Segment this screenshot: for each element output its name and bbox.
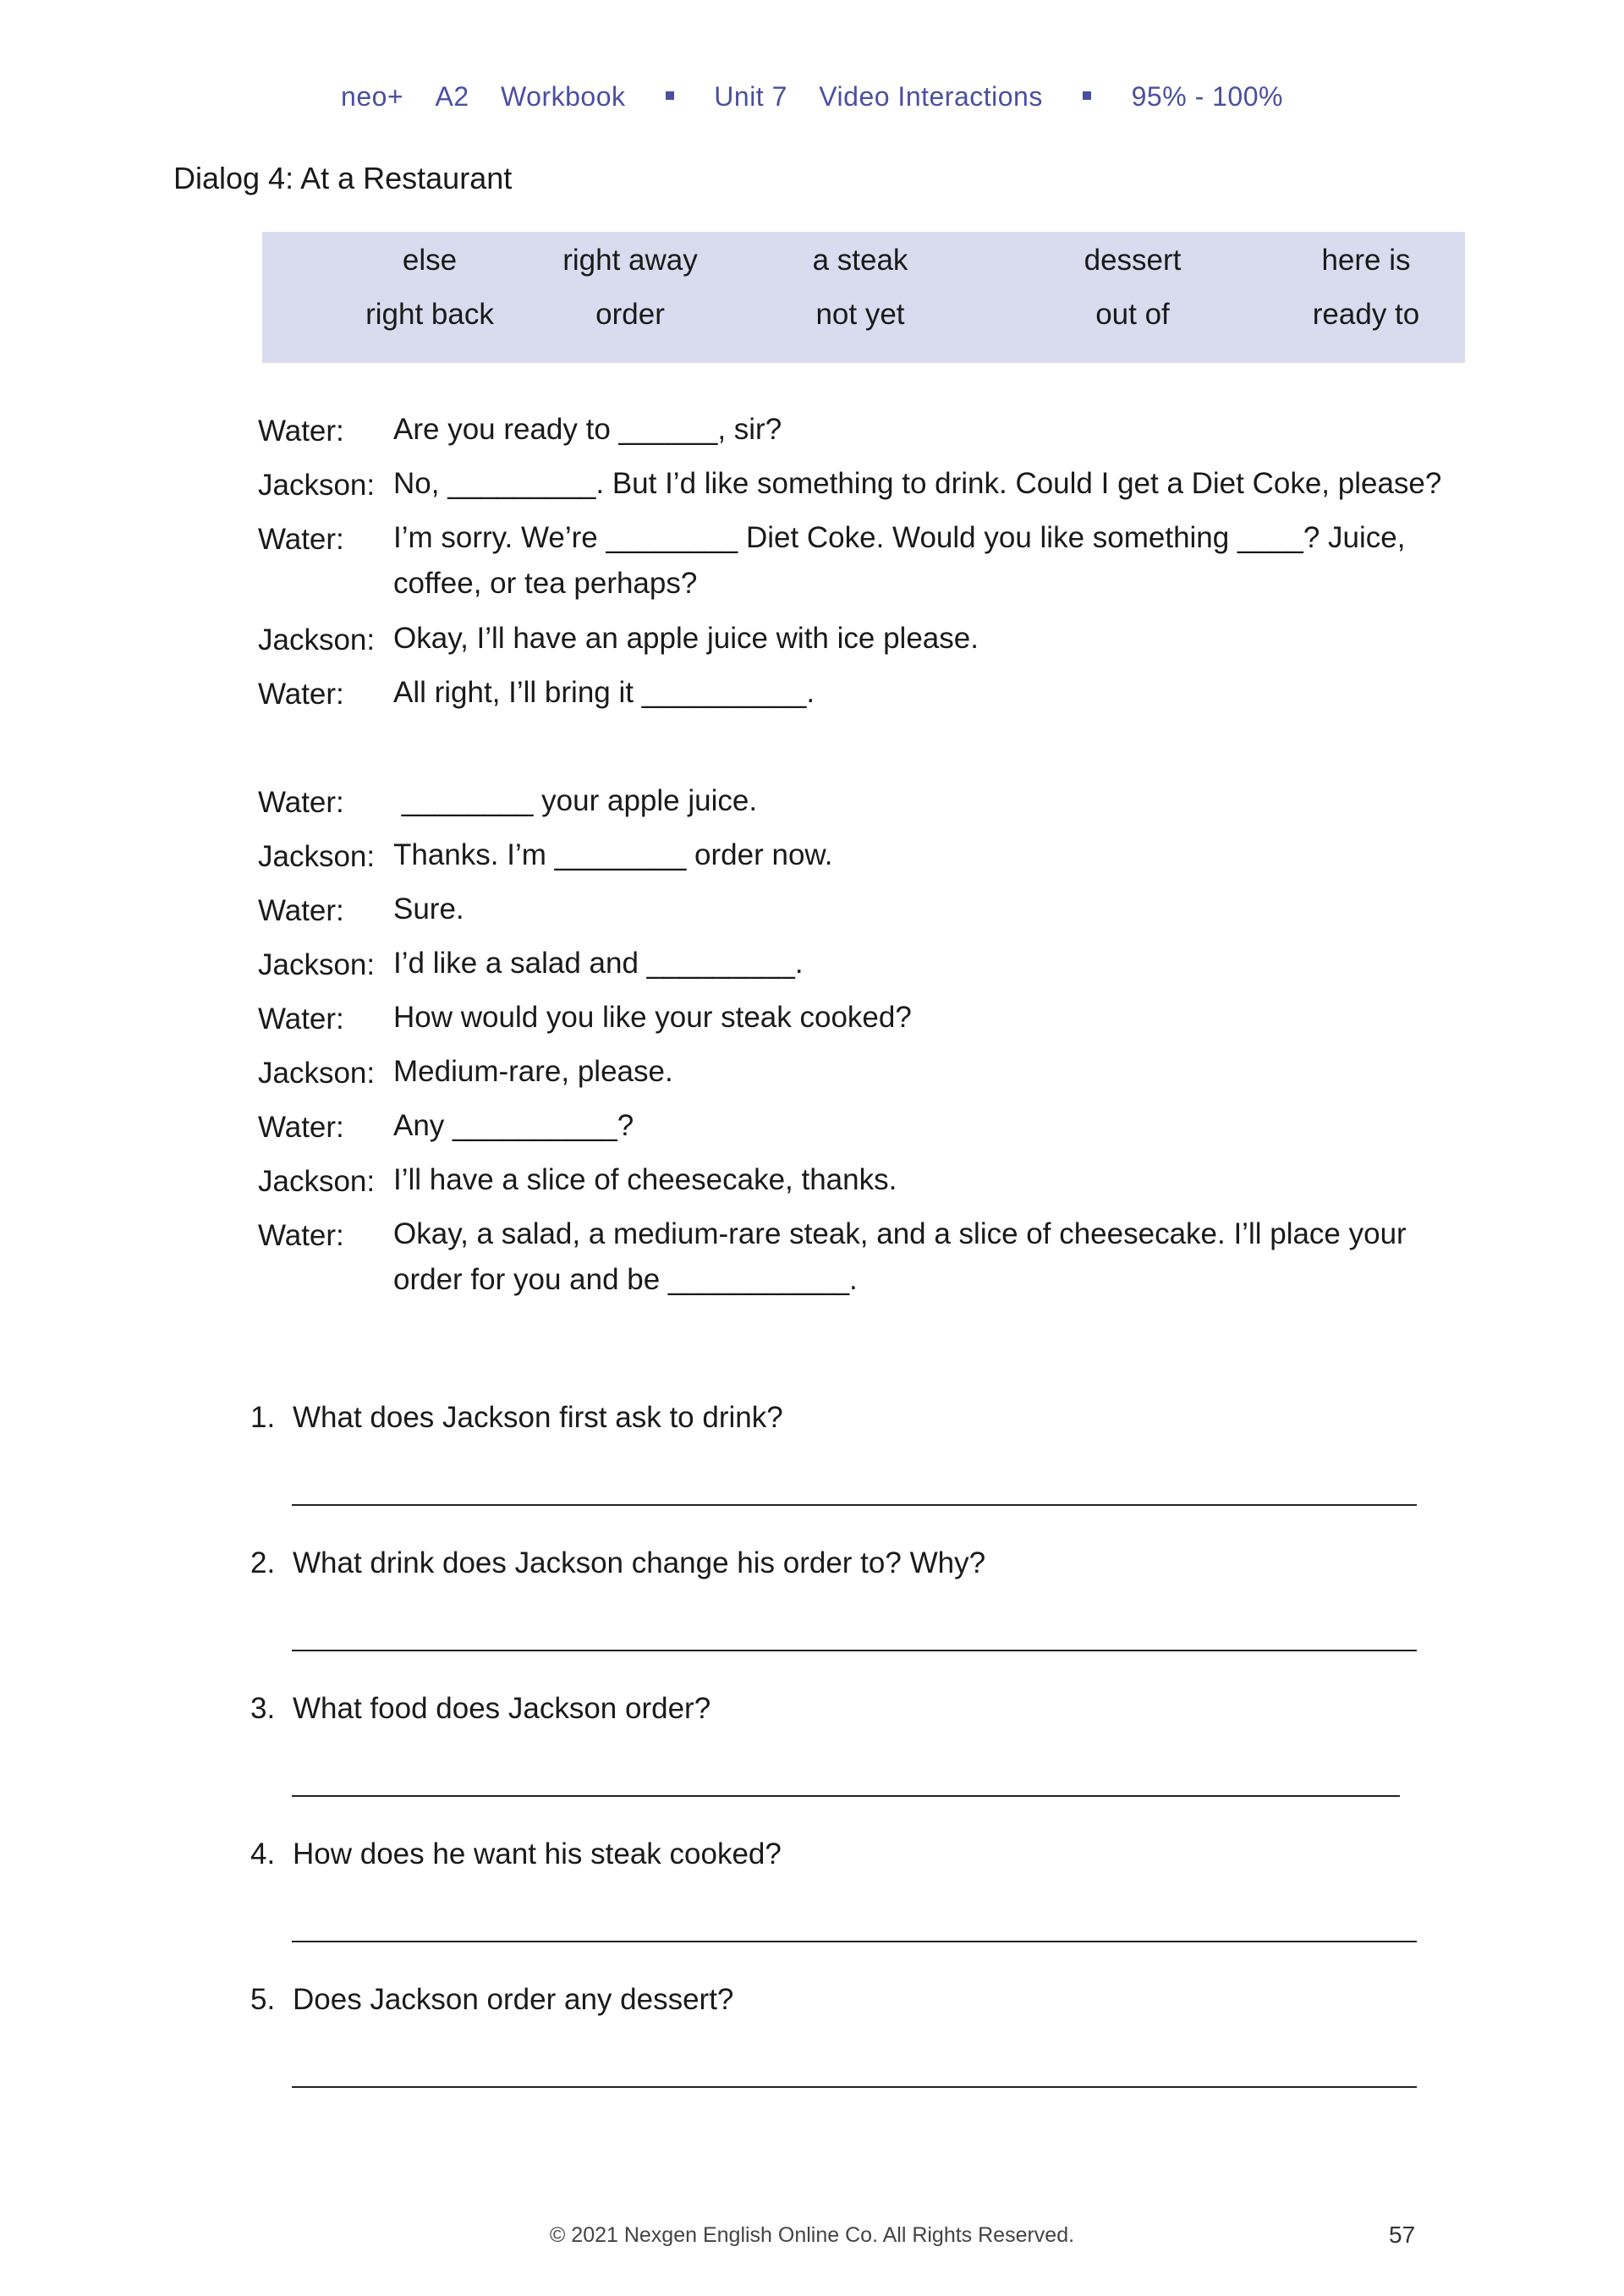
question-text: How does he want his steak cooked? — [293, 1837, 782, 1870]
word-bank — [262, 232, 1465, 363]
answer-line[interactable] — [292, 1504, 1417, 1506]
speaker-label: Jackson: — [258, 623, 376, 656]
dialog-text: I’ll have a slice of cheesecake, thanks. — [393, 1163, 897, 1196]
square-bullet-icon — [1083, 91, 1091, 100]
dialog-title: Dialog 4: At a Restaurant — [173, 161, 513, 195]
question-number: 4. — [250, 1837, 276, 1870]
word-bank-item: dessert — [1084, 244, 1182, 277]
speaker-label: Jackson: — [258, 948, 376, 981]
word-bank-item: ready to — [1312, 298, 1420, 331]
question-text: What drink does Jackson change his order to? Why? — [293, 1546, 986, 1579]
dialog-text: How would you like your steak cooked? — [393, 1001, 912, 1034]
question-number: 5. — [250, 1983, 276, 2016]
question-text: What does Jackson first ask to drink? — [293, 1401, 783, 1434]
answer-line[interactable] — [292, 2086, 1417, 2088]
question-number: 2. — [250, 1546, 276, 1579]
speaker-label: Jackson: — [258, 469, 376, 502]
question-number: 3. — [250, 1692, 276, 1725]
word-bank-item: out of — [1095, 298, 1170, 331]
word-bank-item: else — [402, 244, 458, 277]
answer-line[interactable] — [292, 1795, 1400, 1797]
header-level: A2 — [435, 81, 469, 112]
copyright-footer: © 2021 Nexgen English Online Co. All Rights Reserved. — [549, 2223, 1075, 2247]
page-number: 57 — [1389, 2222, 1416, 2248]
dialog-text: ________ your apple juice. — [393, 784, 758, 817]
dialog-text: Any __________? — [393, 1109, 634, 1142]
dialog-text: Okay, a salad, a medium-rare steak, and a slice of cheesecake. I’ll place your order for you and be ___________. — [393, 1217, 1407, 1296]
word-bank-item: order — [595, 298, 665, 331]
square-bullet-icon — [666, 91, 674, 100]
answer-line[interactable] — [292, 1941, 1417, 1942]
header-score: 95% - 100% — [1131, 81, 1283, 112]
question-text: What food does Jackson order? — [293, 1692, 711, 1725]
dialog-text: Medium-rare, please. — [393, 1055, 673, 1088]
dialog-text: I’d like a salad and _________. — [393, 947, 804, 980]
answer-line[interactable] — [292, 1650, 1417, 1651]
speaker-label: Water: — [258, 1219, 344, 1252]
header-section: Video Interactions — [819, 81, 1043, 112]
dialog-text: Are you ready to ______, sir? — [393, 413, 782, 446]
speaker-label: Water: — [258, 1111, 344, 1144]
speaker-label: Water: — [258, 523, 344, 556]
dialog-text: I’m sorry. We’re ________ Diet Coke. Would you like something ____? Juice, coffee, or tea perhaps? — [393, 521, 1406, 600]
speaker-label: Jackson: — [258, 1057, 376, 1090]
dialog-text: Okay, I’ll have an apple juice with ice please. — [393, 622, 979, 655]
dialog-text: Thanks. I’m ________ order now. — [393, 838, 833, 871]
question-number: 1. — [250, 1401, 276, 1434]
speaker-label: Water: — [258, 415, 344, 448]
word-bank-item: here is — [1321, 244, 1411, 277]
speaker-label: Jackson: — [258, 1165, 376, 1198]
header-book: Workbook — [501, 81, 626, 112]
dialog-text: Sure. — [393, 893, 464, 926]
header-product: neo+ — [341, 81, 404, 112]
word-bank-item: right back — [365, 298, 494, 331]
word-bank-item: a steak — [812, 244, 908, 277]
question-text: Does Jackson order any dessert? — [293, 1983, 734, 2016]
word-bank-item: not yet — [815, 298, 905, 331]
speaker-label: Jackson: — [258, 840, 376, 873]
page-header — [0, 81, 1624, 113]
speaker-label: Water: — [258, 894, 344, 927]
dialog-text: No, _________. But I’d like something to drink. Could I get a Diet Coke, please? — [393, 467, 1442, 500]
dialog-text: All right, I’ll bring it __________. — [393, 676, 815, 709]
speaker-label: Water: — [258, 1002, 344, 1035]
speaker-label: Water: — [258, 678, 344, 711]
word-bank-item: right away — [562, 244, 698, 277]
header-unit: Unit 7 — [714, 81, 787, 112]
speaker-label: Water: — [258, 786, 344, 819]
